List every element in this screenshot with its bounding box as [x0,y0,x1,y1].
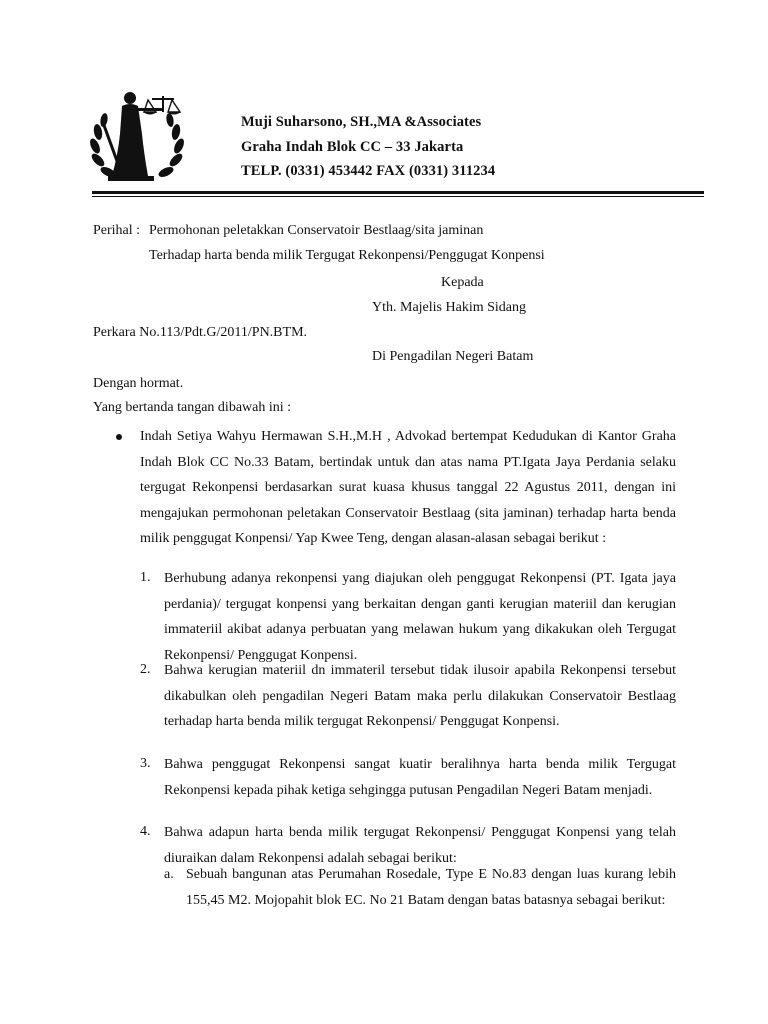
greeting: Dengan hormat. [93,376,184,391]
item-3-number: 3. [140,756,151,771]
header-divider-thin [92,196,704,197]
recipient: Yth. Majelis Hakim Sidang [372,300,526,315]
kepada-label: Kepada [441,275,484,290]
item-4-text: Bahwa adapun harta benda milik tergugat Rekonpensi/ Penggugat Konpensi yang telah diuraikan dalam Rekonpensi adalah sebagai berikut: [164,825,676,866]
firm-name: Muji Suharsono, SH.,MA &Associates [241,114,482,130]
letterhead [241,110,495,184]
subitem-a-letter: a. [164,867,174,882]
perihal-label: Perihal : [93,223,141,238]
firm-address: Graha Indah Blok CC – 33 Jakarta [241,138,464,155]
firm-contact: TELP. (0331) 453442 FAX (0331) 311234 [241,163,496,179]
scales-of-justice-logo-icon [86,84,188,184]
item-2-number: 2. [140,662,151,677]
bullet-paragraph: Indah Setiya Wahyu Hermawan S.H.,M.H , Advokad bertempat Kedudukan di Kantor Graha Indah Blok CC No.33 Batam, bertindak untuk dan atas nama PT.Igata Jaya Perdania selaku tergugat Rekonpensi berdasarkan surat kuasa khusus tanggal 22 Agustus 2011, dengan ini mengajukan permohonan peletakan Conservatoir Bestlaag (sita jaminan) terhadap harta benda milik penggugat Konpensi/ Yap Kwee Teng, dengan alasan-alasan sebagai berikut : [140,429,676,546]
bullet-marker [116,434,122,440]
intro-line: Yang bertanda tangan dibawah ini : [93,400,292,415]
item-4-number: 4. [140,824,151,839]
item-3-text: Bahwa penggugat Rekonpensi sangat kuatir beralihnya harta benda milik Tergugat Rekonpensi kepada pihak ketiga sehgingga putusan Pengadilan Negeri Batam menjadi. [164,757,676,798]
item-1-text: Berhubung adanya rekonpensi yang diajukan oleh penggugat Rekonpensi (PT. Igata jaya perdania)/ tergugat konpensi yang berkaitan dengan ganti kerugian materiil dan kerugian immateriil akibat adanya perbuatan yang melawan hukum yang dikakukan oleh Tergugat Rekonpensi/ Penggugat Konpensi. [164,571,676,663]
subitem-a-text: Sebuah bangunan atas Perumahan Rosedale, Type E No.83 dengan luas kurang lebih 155,45 M2. Mojopahit blok EC. No 21 Batam dengan batas batasnya sebagai berikut: [186,867,676,908]
perihal-line-1: Permohonan peletakkan Conservatoir Bestlaag/sita jaminan [149,223,484,238]
item-2-text: Bahwa kerugian materiil dn immateril tersebut tidak ilusoir apabila Rekonpensi tersebut dikabulkan oleh pengadilan Negeri Batam maka perlu dilakukan Conservatoir Bestlaag terhadap harta benda milik tergugat Rekonpensi/ Penggugat Konpensi. [164,663,676,729]
item-1-number: 1. [140,570,151,585]
recipient-location: Di Pengadilan Negeri Batam [372,349,534,364]
header-divider-thick [92,191,704,194]
perihal-line-2: Terhadap harta benda milik Tergugat Rekonpensi/Penggugat Konpensi [149,248,545,263]
case-number: Perkara No.113/Pdt.G/2011/PN.BTM. [93,325,308,340]
